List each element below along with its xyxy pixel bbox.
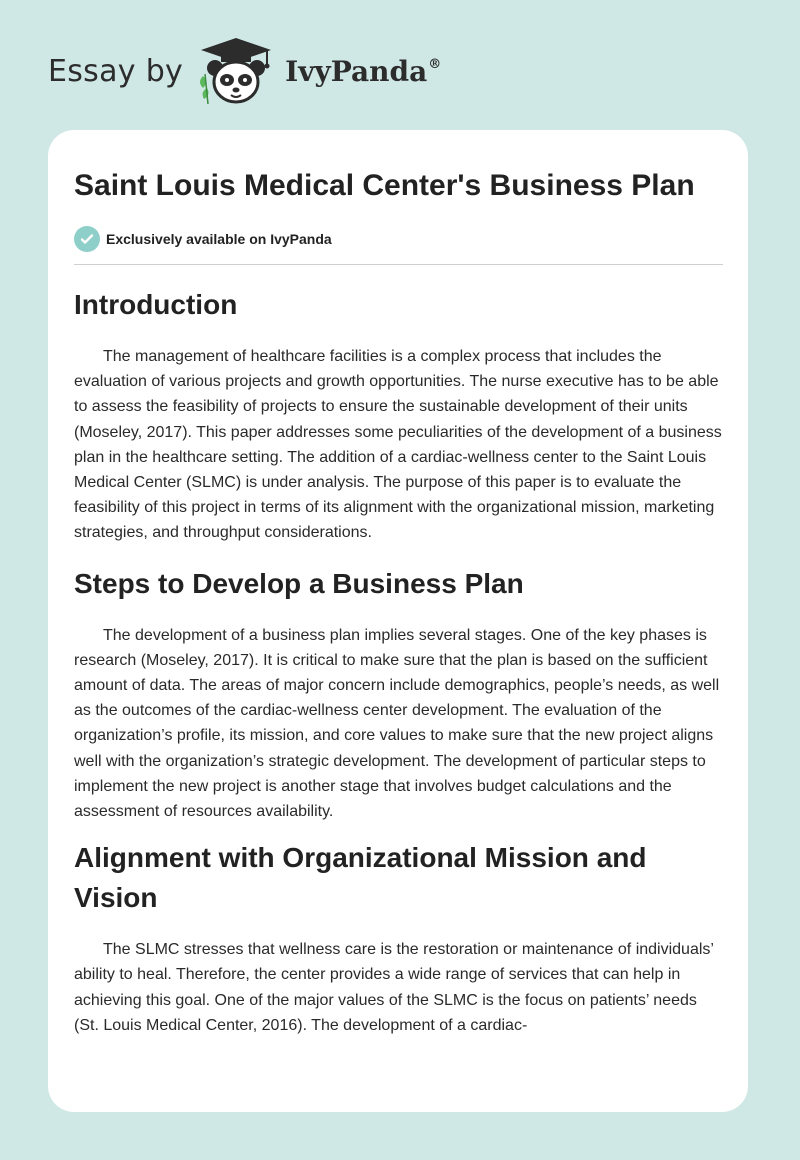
section-paragraph-alignment: The SLMC stresses that wellness care is the restoration or maintenance of individuals’ ability to heal. Therefore, the center provides a wide range of services that can help in achieving this goal. One of the major values of the SLMC is the focus on patients’ needs (St. Louis Medical Center, 2016). The development of a cardiac- xyxy=(74,941,714,1034)
section-paragraph-introduction: The management of healthcare facilities is a complex process that includes the evaluation of various projects and growth opportunities. The nurse executive has to be able to assess the feasibility of projects to ensure the sustainable development of their units (Moseley, 2017). This paper addresses some peculiarities of the development of a business plan in the healthcare setting. The addition of a cardiac-wellness center to the Saint Louis Medical Center (SLMC) is under analysis. The purpose of this paper is to evaluate the feasibility of this project in terms of its alignment with the organizational mission, marketing strategies, and throughput considerations. xyxy=(74,348,722,542)
exclusive-badge xyxy=(74,226,722,252)
section-heading-alignment: Alignment with Organizational Mission and Vision xyxy=(74,842,647,914)
check-icon xyxy=(74,226,100,252)
registered-mark: ® xyxy=(428,56,442,72)
essay-card xyxy=(48,130,748,1112)
section-paragraph-steps: The development of a business plan implies several stages. One of the key phases is research (Moseley, 2017). It is critical to make sure that the plan is based on the sufficient amount of data. The areas of major concern include demographics, people’s needs, as well as the outcomes of the cardiac-wellness center development. The evaluation of the organization’s profile, its mission, and core values to make sure that the new project aligns well with the organization’s strategic development. The development of particular steps to implement the new project is another stage that involves budget calculations and the assessment of resources availability. xyxy=(74,626,720,821)
brand-name[interactable]: IvyPanda® xyxy=(285,54,442,88)
section-heading-introduction: Introduction xyxy=(74,289,238,320)
exclusive-badge-label: Exclusively available on IvyPanda xyxy=(106,231,332,247)
section-heading-steps: Steps to Develop a Business Plan xyxy=(74,567,524,599)
page-title: Saint Louis Medical Center's Business Plan xyxy=(74,169,695,202)
site-header xyxy=(48,36,441,106)
panda-graduate-icon xyxy=(193,36,279,106)
essay-by-label: Essay by xyxy=(48,53,184,89)
divider xyxy=(74,264,723,265)
